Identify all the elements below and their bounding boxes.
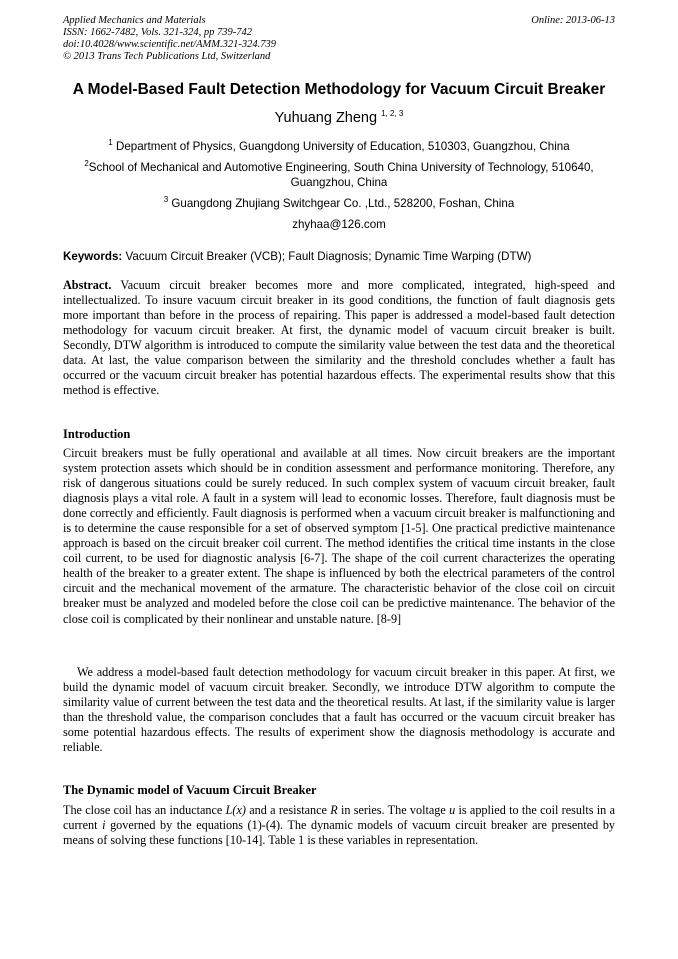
keywords-label: Keywords: — [63, 250, 123, 263]
dm-text-4: is applied to the coil results in a current — [63, 803, 615, 833]
introduction-paragraph-2: We address a model-based fault detection methodology for vacuum circuit breaker in this paper. At first, we build the dynamic model of vacuum circuit breaker. Secondly, we introduce DTW algorithm to compute the similarity value of current between the test data and the theoretical results. At last, if the similarity value is larger than the threshold value, the comparison concludes that a fault has occurred or the vacuum circuit breaker has some potential hazardous effects. The results of experiment show the diagnosis methodology is accurate and reliable. — [63, 665, 615, 755]
dm-text-5: governed by the equations (1)-(4). The dynamic models of vacuum circuit breaker are presented by means of solving these functions [10-14]. Table 1 is these variables in representation. — [63, 818, 616, 848]
introduction-paragraph-1: Circuit breakers must be fully operational and available at all times. Now circuit breakers are the important system protection assets which should be in condition assessment and performance monitoring. Therefore, any risk of dangerous situations could be surely reduced. In such complex system of vacuum circuit breaker, fault diagnosis plays a vital role. A fault in a system will lead to economic losses. Therefore, fault diagnosis must be done correctly and efficiently. Fault diagnosis is performed when a vacuum circuit breaker is malfunctioning and is to determine the cause responsible for a set of observed symptom [1-5]. One practical predictive maintenance approach is based on the circuit breaker coil current. The method identifies the critical time instants in the close coil current, to be used for diagnostic analysis [6-7]. The shape of the coil current characterizes the operating health of the breaker to a greater extent. The shape is influenced by both the electrical parameters of the control circuit and the mechanical movement of the armature. The characteristic behavior of the close coil on circuit breaker must be analyzed and modeled before the close coil can be predictive maintenance. The behavior of the close coil is complicated by their nonlinear and unstable nature. [8-9] — [63, 446, 615, 626]
affiliation-3-text: Guangdong Zhujiang Switchgear Co. ,Ltd., 528200, Foshan, China — [168, 197, 515, 210]
affiliation-3 — [63, 196, 615, 211]
inductance-symbol: L(x) — [225, 803, 246, 817]
author-name: Yuhuang Zheng — [274, 110, 382, 126]
section-heading-introduction: Introduction — [63, 427, 131, 441]
affiliation-2-mark: 2 — [84, 159, 89, 169]
copyright-line: © 2013 Trans Tech Publications Ltd, Switzerland — [63, 51, 271, 62]
dm-text-1: The close coil has an inductance — [63, 803, 226, 817]
paper-title: A Model-Based Fault Detection Methodology for Vacuum Circuit Breaker — [72, 81, 606, 98]
affiliation-1-mark: 1 — [108, 138, 113, 148]
current-symbol: i — [102, 818, 106, 833]
author-email: zhyhaa@126.com — [292, 218, 386, 231]
issn-line: ISSN: 1662-7482, Vols. 321-324, pp 739-742 — [63, 27, 252, 38]
doi-line: doi:10.4028/www.scientific.net/AMM.321-324.739 — [63, 39, 276, 50]
online-date: Online: 2013-06-13 — [531, 15, 615, 26]
section-heading-dynamic-model: The Dynamic model of Vacuum Circuit Breaker — [63, 783, 317, 797]
voltage-symbol: u — [449, 803, 456, 817]
journal-name: Applied Mechanics and Materials — [63, 15, 206, 26]
affiliation-2-text: School of Mechanical and Automotive Engineering, South China University of Technology, 510640, Guangzhou, China — [88, 161, 594, 189]
affiliation-3-mark: 3 — [163, 195, 169, 205]
affiliation-2 — [63, 160, 615, 190]
author-line — [40, 110, 638, 126]
abstract — [63, 278, 615, 398]
abstract-label: Abstract. — [63, 278, 112, 292]
author-affiliation-marks: 1, 2, 3 — [381, 109, 404, 119]
resistance-symbol: R — [330, 803, 338, 817]
journal-header — [63, 15, 615, 63]
keywords — [63, 250, 615, 263]
dynamic-model-paragraph — [63, 803, 615, 848]
dm-text-3: in series. The voltage — [337, 803, 450, 817]
keywords-text: Vacuum Circuit Breaker (VCB); Fault Diagnosis; Dynamic Time Warping (DTW) — [122, 250, 532, 263]
affiliation-1 — [63, 139, 615, 154]
affiliation-1-text: Department of Physics, Guangdong University of Education, 510303, Guangzhou, China — [112, 140, 570, 153]
dm-text-2: and a resistance — [245, 803, 331, 817]
abstract-text: Vacuum circuit breaker becomes more and more complicated, integrated, high-speed and intellectualized. To insure vacuum circuit breaker in its good conditions, the function of fault diagnosis gets more important than before in the process of repairing. This paper is addressed a model-based fault detection methodology for vacuum circuit breaker. At first, the dynamic model of vacuum circuit breaker is built. Secondly, DTW algorithm is introduced to compute the similarity value between the test data and the theoretical data. At last, the value comparison between the similarity and the threshold concludes whether a fault has occurred or the vacuum circuit breaker has potential hazardous effects. The experimental results show that this method is effective. — [63, 278, 615, 398]
